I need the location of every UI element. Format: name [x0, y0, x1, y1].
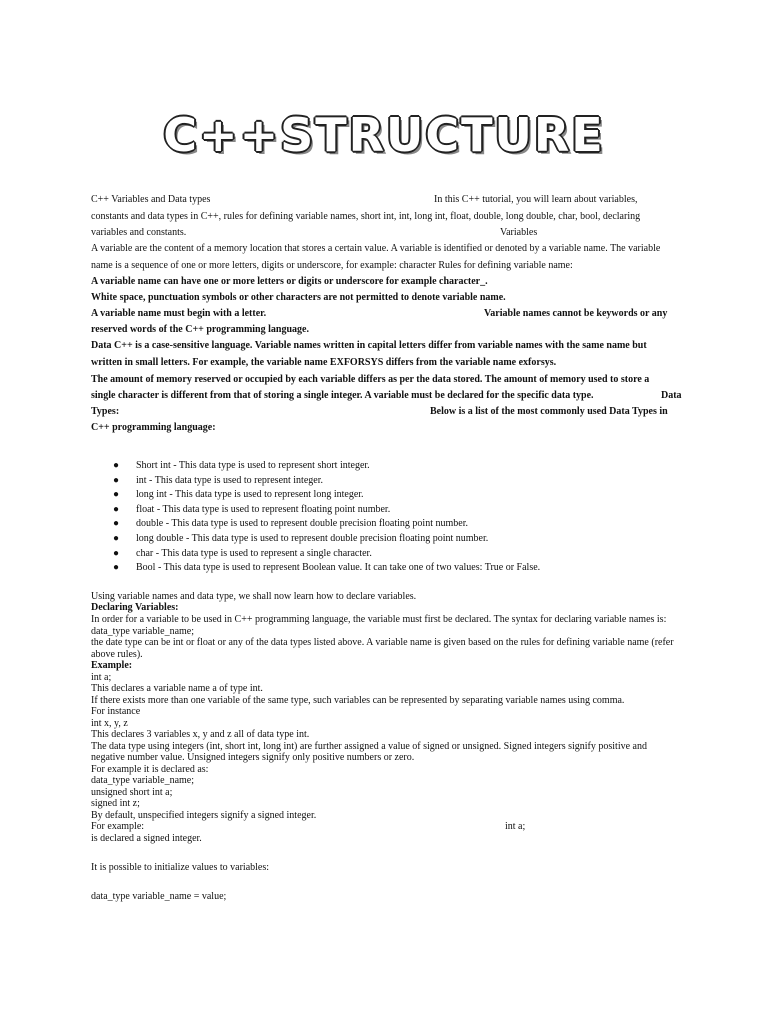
body-line-15: data_type variable_name;: [91, 775, 195, 786]
body-line-6: int a;: [91, 672, 112, 683]
body-line-22: data_type variable_name = value;: [91, 891, 227, 902]
body-line-9: For instance: [91, 706, 141, 717]
body-line-19-right: int a;: [505, 821, 526, 832]
rule-line-8-left: single character is different from that of storing a single integer. A variable must be declared for the specific data type.: [91, 390, 594, 401]
body-line-13: negative number value. Unsigned integers signify only positive numbers or zero.: [91, 752, 415, 763]
intro-line-3-right: Variables: [500, 227, 538, 238]
body-line-5: above rules).: [91, 649, 143, 660]
list-item: [113, 474, 540, 489]
body-line-3: data_type variable_name;: [91, 626, 195, 637]
body-line-16: unsigned short int a;: [91, 787, 173, 798]
intro-line-2: constants and data types in C++, rules for defining variable names, short int, int, long int, float, double, long double, char, bool, declaring: [91, 211, 641, 222]
body-line-8: If there exists more than one variable of the same type, such variables can be represented by separating variable names using comma.: [91, 695, 625, 706]
list-item: [113, 488, 540, 503]
list-item-text: Bool - This data type is used to represent Boolean value. It can take one of two values: True or False.: [136, 562, 541, 574]
list-item-text: Short int - This data type is used to represent short integer.: [136, 460, 370, 471]
rule-line-3-right: Variable names cannot be keywords or any: [484, 308, 668, 319]
body-line-4: the date type can be int or float or any of the data types listed above. A variable name is given based on the rules for defining variable name (refer: [91, 637, 674, 648]
list-item: [113, 517, 540, 532]
intro-line-1-left: C++ Variables and Data types: [91, 194, 211, 205]
list-item-text: char - This data type is used to represent a single character.: [136, 547, 372, 559]
rule-line-2: White space, punctuation symbols or other characters are not permitted to denote variable name.: [91, 292, 506, 303]
body-line-20: is declared a signed integer.: [91, 833, 202, 844]
list-item: [113, 503, 540, 518]
list-item-text: int - This data type is used to represent integer.: [136, 474, 323, 486]
bullet-icon: ●: [113, 518, 120, 530]
bullet-icon: ●: [113, 460, 120, 471]
rule-line-8-right: Data: [661, 390, 682, 401]
rule-line-1: A variable name can have one or more letters or digits or underscore for example character_.: [91, 276, 488, 287]
rule-line-6: written in small letters. For example, the variable name EXFORSYS differs from the variable name exforsys.: [91, 357, 557, 368]
list-item-text: long double - This data type is used to represent double precision floating point number.: [136, 532, 489, 544]
rule-line-9-left: Types:: [91, 406, 120, 417]
rule-line-3-left: A variable name must begin with a letter.: [91, 308, 267, 319]
list-item-text: double - This data type is used to represent double precision floating point number.: [136, 518, 468, 530]
body-line-18: By default, unspecified integers signify a signed integer.: [91, 810, 317, 821]
intro-line-3-left: variables and constants.: [91, 227, 187, 238]
rule-line-5: Data C++ is a case-sensitive language. Variable names written in capital letters differ from variable names with the same name but: [91, 340, 647, 351]
bullet-icon: ●: [113, 474, 120, 486]
body-line-17: signed int z;: [91, 798, 140, 809]
body-line-1: Using variable names and data type, we shall now learn how to declare variables.: [91, 591, 417, 602]
heading-example: Example:: [91, 660, 133, 671]
body-line-14: For example it is declared as:: [91, 764, 209, 775]
intro-line-5: name is a sequence of one or more letters, digits or underscore, for example: character Rules for defining variable name:: [91, 260, 573, 271]
body-line-12: The data type using integers (int, short int, long int) are further assigned a value of signed or unsigned. Signed integers signify positive and: [91, 741, 647, 752]
list-item: [113, 547, 540, 562]
body-line-21: It is possible to initialize values to variables:: [91, 862, 270, 873]
intro-line-4: A variable are the content of a memory location that stores a certain value. A variable is identified or denoted by a variable name. The variable: [91, 243, 661, 254]
body-line-10: int x, y, z: [91, 718, 128, 729]
body-line-11: This declares 3 variables x, y and z all of data type int.: [91, 729, 310, 740]
bullet-icon: ●: [113, 489, 120, 501]
body-line-2: In order for a variable to be used in C++ programming language, the variable must first be declared. The syntax for declaring variable names is:: [91, 614, 667, 625]
heading-declaring-variables: Declaring Variables:: [91, 602, 179, 613]
page-title: C++STRUCTURE: [163, 108, 605, 162]
rule-line-9-right: Below is a list of the most commonly used Data Types in: [430, 406, 668, 417]
list-item-text: float - This data type is used to represent floating point number.: [136, 503, 391, 515]
rule-line-4: reserved words of the C++ programming language.: [91, 324, 309, 335]
body-line-19-left: For example:: [91, 821, 145, 832]
data-types-list: [113, 459, 540, 576]
list-item: [113, 459, 540, 474]
list-item: [113, 561, 540, 576]
bullet-icon: ●: [113, 562, 120, 574]
body-line-7: This declares a variable name a of type int.: [91, 683, 263, 694]
list-item-text: long int - This data type is used to represent long integer.: [136, 489, 364, 501]
bullet-icon: ●: [113, 503, 120, 515]
bullet-icon: ●: [113, 532, 120, 544]
list-item: [113, 532, 540, 547]
bullet-icon: ●: [113, 547, 120, 559]
intro-line-1-right: In this C++ tutorial, you will learn about variables,: [434, 194, 638, 205]
rule-line-10: C++ programming language:: [91, 422, 216, 433]
rule-line-7: The amount of memory reserved or occupied by each variable differs as per the data stored. The amount of memory used to store a: [91, 374, 650, 385]
